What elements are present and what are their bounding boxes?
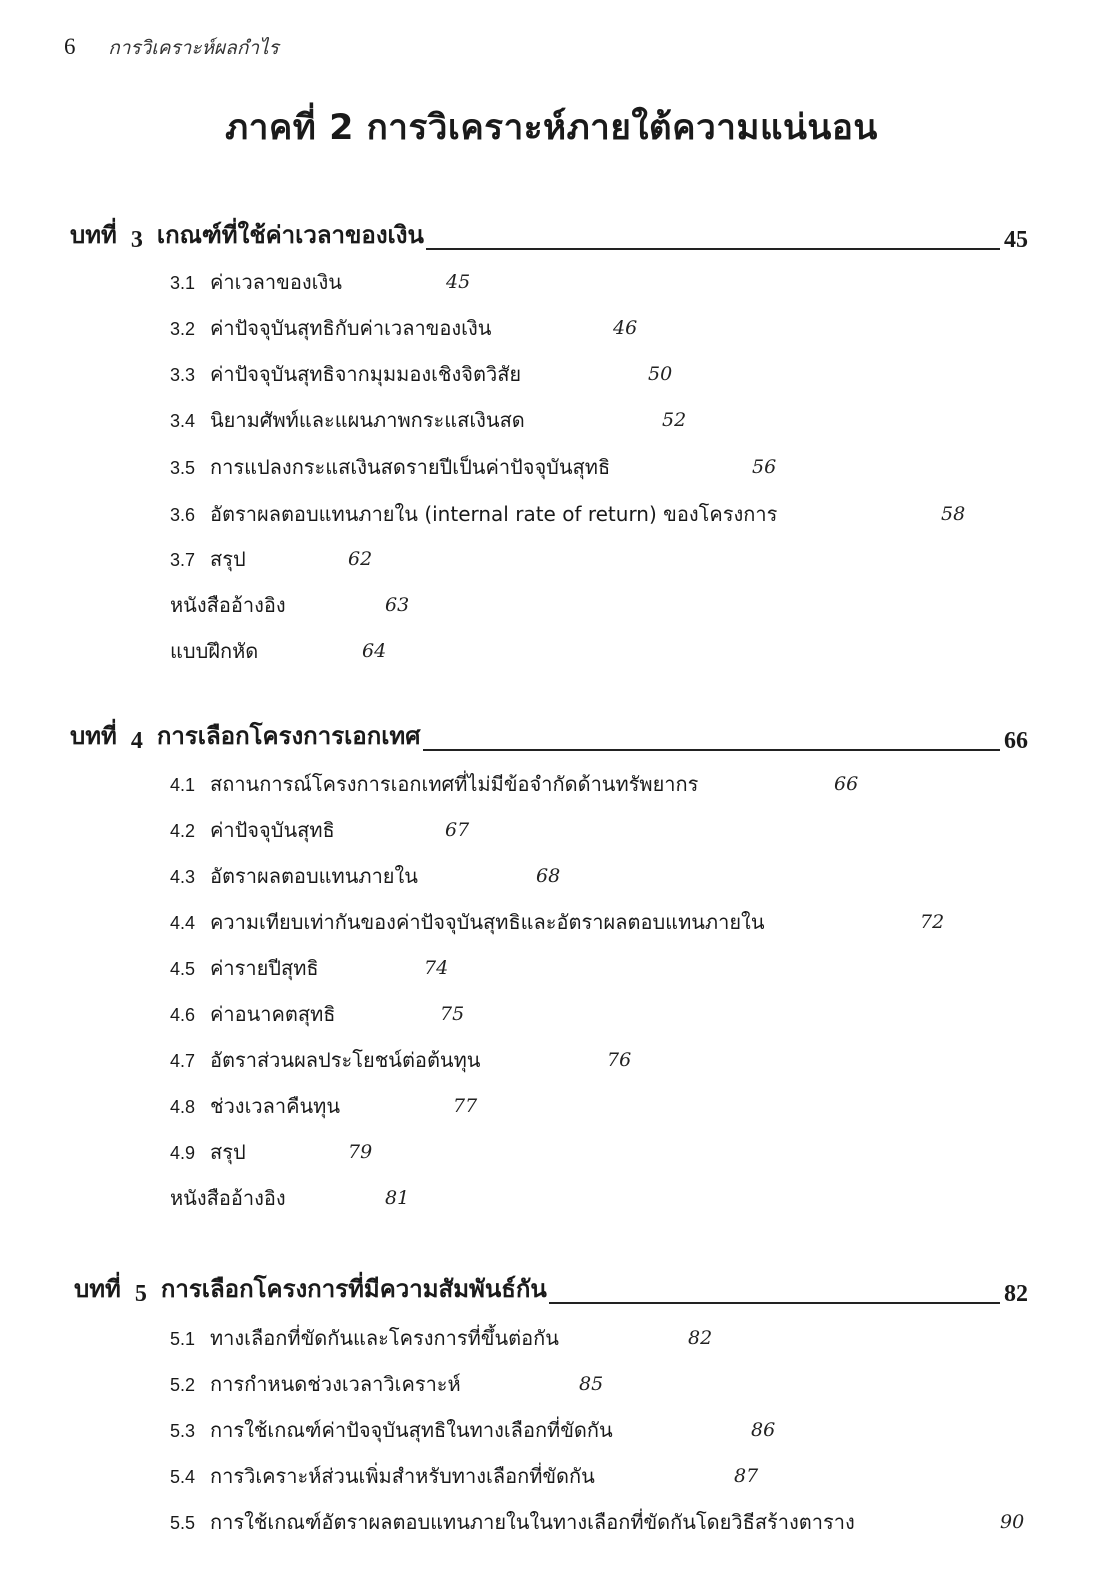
section-number: 3.6 [170, 505, 196, 525]
section-title: การใช้เกณฑ์อัตราผลตอบแทนภายในในทางเลือกที่ขัดกันโดยวิธีสร้างตาราง [210, 1510, 855, 1534]
section-page: 66 [834, 773, 859, 795]
chapter-number: 4 [130, 728, 143, 754]
chapter-page: 82 [1004, 1281, 1028, 1307]
toc-entry[interactable] [170, 1415, 776, 1445]
toc-entry[interactable] [170, 1507, 1025, 1537]
section-page: 45 [446, 271, 471, 293]
section-page: 77 [453, 1095, 478, 1117]
toc-entry[interactable] [170, 1183, 410, 1213]
section-number: 5.1 [170, 1329, 196, 1349]
chapter-page: 45 [1004, 227, 1028, 253]
toc-entry[interactable] [170, 1323, 713, 1353]
section-number: 4.4 [170, 913, 196, 933]
section-title: การวิเคราะห์ส่วนเพิ่มสำหรับทางเลือกที่ขัดกัน [210, 1464, 595, 1488]
section-title: ช่วงเวลาคืนทุน [210, 1094, 341, 1118]
section-page: 64 [362, 640, 387, 662]
section-title: การแปลงกระแสเงินสดรายปีเป็นค่าปัจจุบันสุทธิ [210, 455, 611, 479]
page-number: 6 [64, 34, 76, 59]
chapter-heading[interactable] [70, 218, 1028, 254]
section-page: 67 [445, 819, 470, 841]
toc-entry[interactable] [170, 1461, 759, 1491]
section-title: ค่าเวลาของเงิน [210, 270, 342, 294]
section-number: 4.6 [170, 1005, 196, 1025]
section-title: ค่าปัจจุบันสุทธิ [210, 818, 335, 842]
section-page: 81 [385, 1187, 410, 1209]
toc-entry[interactable] [170, 953, 449, 983]
section-title: การใช้เกณฑ์ค่าปัจจุบันสุทธิในทางเลือกที่ขัดกัน [210, 1418, 613, 1442]
section-title: อัตราผลตอบแทนภายใน [210, 864, 418, 888]
section-number: 4.3 [170, 867, 196, 887]
section-page: 90 [1000, 1511, 1025, 1533]
section-page: 74 [424, 957, 449, 979]
section-number: 4.1 [170, 775, 196, 795]
section-number: 3.3 [170, 365, 196, 385]
running-title: การวิเคราะห์ผลกำไร [108, 37, 279, 59]
section-number: 5.4 [170, 1467, 196, 1487]
toc-entry[interactable] [170, 815, 470, 845]
leader-line [423, 749, 1001, 751]
toc-entry[interactable] [170, 1137, 373, 1167]
section-title: อัตราส่วนผลประโยชน์ต่อต้นทุน [210, 1048, 481, 1072]
leader-line [426, 248, 1000, 250]
section-title: แบบฝึกหัด [170, 639, 259, 663]
section-number: 3.1 [170, 273, 196, 293]
section-number: 4.5 [170, 959, 196, 979]
toc-entry[interactable] [170, 1369, 604, 1399]
section-page: 82 [688, 1327, 713, 1349]
toc-entry[interactable] [170, 359, 673, 389]
section-number: 3.5 [170, 458, 196, 478]
section-number: 3.4 [170, 411, 196, 431]
section-page: 68 [536, 865, 561, 887]
section-page: 63 [385, 594, 410, 616]
section-title: สถานการณ์โครงการเอกเทศที่ไม่มีข้อจำกัดด้านทรัพยากร [210, 772, 699, 796]
section-title: สรุป [210, 547, 246, 571]
toc-entry[interactable] [170, 907, 945, 937]
toc-entry[interactable] [170, 1045, 632, 1075]
section-number: 4.9 [170, 1143, 196, 1163]
toc-entry[interactable] [170, 452, 777, 482]
section-number: 3.2 [170, 319, 196, 339]
toc-entry[interactable] [170, 499, 966, 529]
section-title: ความเทียบเท่ากันของค่าปัจจุบันสุทธิและอัตราผลตอบแทนภายใน [210, 910, 765, 934]
section-page: 85 [579, 1373, 604, 1395]
section-page: 62 [348, 548, 373, 570]
toc-entry[interactable] [170, 313, 638, 343]
section-title: การกำหนดช่วงเวลาวิเคราะห์ [210, 1372, 461, 1396]
toc-entry[interactable] [170, 590, 410, 620]
section-title: นิยามศัพท์และแผนภาพกระแสเงินสด [210, 408, 525, 432]
leader-line [549, 1302, 1000, 1304]
toc-entry[interactable] [170, 636, 387, 666]
section-page: 72 [920, 911, 945, 933]
chapter-label: บทที่ [74, 1274, 121, 1303]
chapter-heading[interactable] [70, 719, 1028, 755]
section-number: 4.8 [170, 1097, 196, 1117]
chapter-title: การเลือกโครงการเอกเทศ [156, 721, 421, 750]
part-title: ภาคที่ 2 การวิเคราะห์ภายใต้ความแน่นอน [225, 108, 878, 148]
section-title: อัตราผลตอบแทนภายใน (internal rate of return) ของโครงการ [210, 502, 778, 526]
chapter-number: 3 [130, 227, 143, 253]
chapter-heading[interactable] [74, 1272, 1028, 1308]
section-page: 76 [607, 1049, 632, 1071]
chapter-page: 66 [1004, 728, 1028, 754]
section-page: 79 [348, 1141, 373, 1163]
section-page: 56 [752, 456, 777, 478]
section-title: ค่าอนาคตสุทธิ [210, 1002, 336, 1026]
section-page: 58 [941, 503, 966, 525]
chapter-title: การเลือกโครงการที่มีความสัมพันธ์กัน [160, 1274, 547, 1303]
chapter-number: 5 [134, 1281, 147, 1307]
section-page: 75 [440, 1003, 465, 1025]
toc-entry[interactable] [170, 267, 471, 297]
toc-entry[interactable] [170, 544, 373, 574]
section-page: 46 [613, 317, 638, 339]
running-header [64, 32, 279, 62]
section-number: 4.7 [170, 1051, 196, 1071]
section-title: ค่าปัจจุบันสุทธิจากมุมมองเชิงจิตวิสัย [210, 362, 522, 386]
toc-entry[interactable] [170, 769, 859, 799]
section-number: 5.5 [170, 1513, 196, 1533]
section-number: 4.2 [170, 821, 196, 841]
section-title: หนังสืออ้างอิง [170, 593, 286, 617]
section-title: ค่าปัจจุบันสุทธิกับค่าเวลาของเงิน [210, 316, 492, 340]
section-title: หนังสืออ้างอิง [170, 1186, 286, 1210]
section-number: 3.7 [170, 550, 196, 570]
chapter-title: เกณฑ์ที่ใช้ค่าเวลาของเงิน [156, 220, 424, 249]
section-number: 5.3 [170, 1421, 196, 1441]
section-title: สรุป [210, 1140, 246, 1164]
section-title: ค่ารายปีสุทธิ [210, 956, 319, 980]
section-page: 87 [734, 1465, 759, 1487]
toc-entry[interactable] [170, 1091, 478, 1121]
toc-entry[interactable] [170, 405, 687, 435]
chapter-label: บทที่ [70, 220, 117, 249]
section-number: 5.2 [170, 1375, 196, 1395]
chapter-label: บทที่ [70, 721, 117, 750]
section-title: ทางเลือกที่ขัดกันและโครงการที่ขึ้นต่อกัน [210, 1326, 559, 1350]
toc-entry[interactable] [170, 861, 561, 891]
section-page: 52 [662, 409, 687, 431]
toc-entry[interactable] [170, 999, 465, 1029]
section-page: 50 [648, 363, 673, 385]
section-page: 86 [751, 1419, 776, 1441]
